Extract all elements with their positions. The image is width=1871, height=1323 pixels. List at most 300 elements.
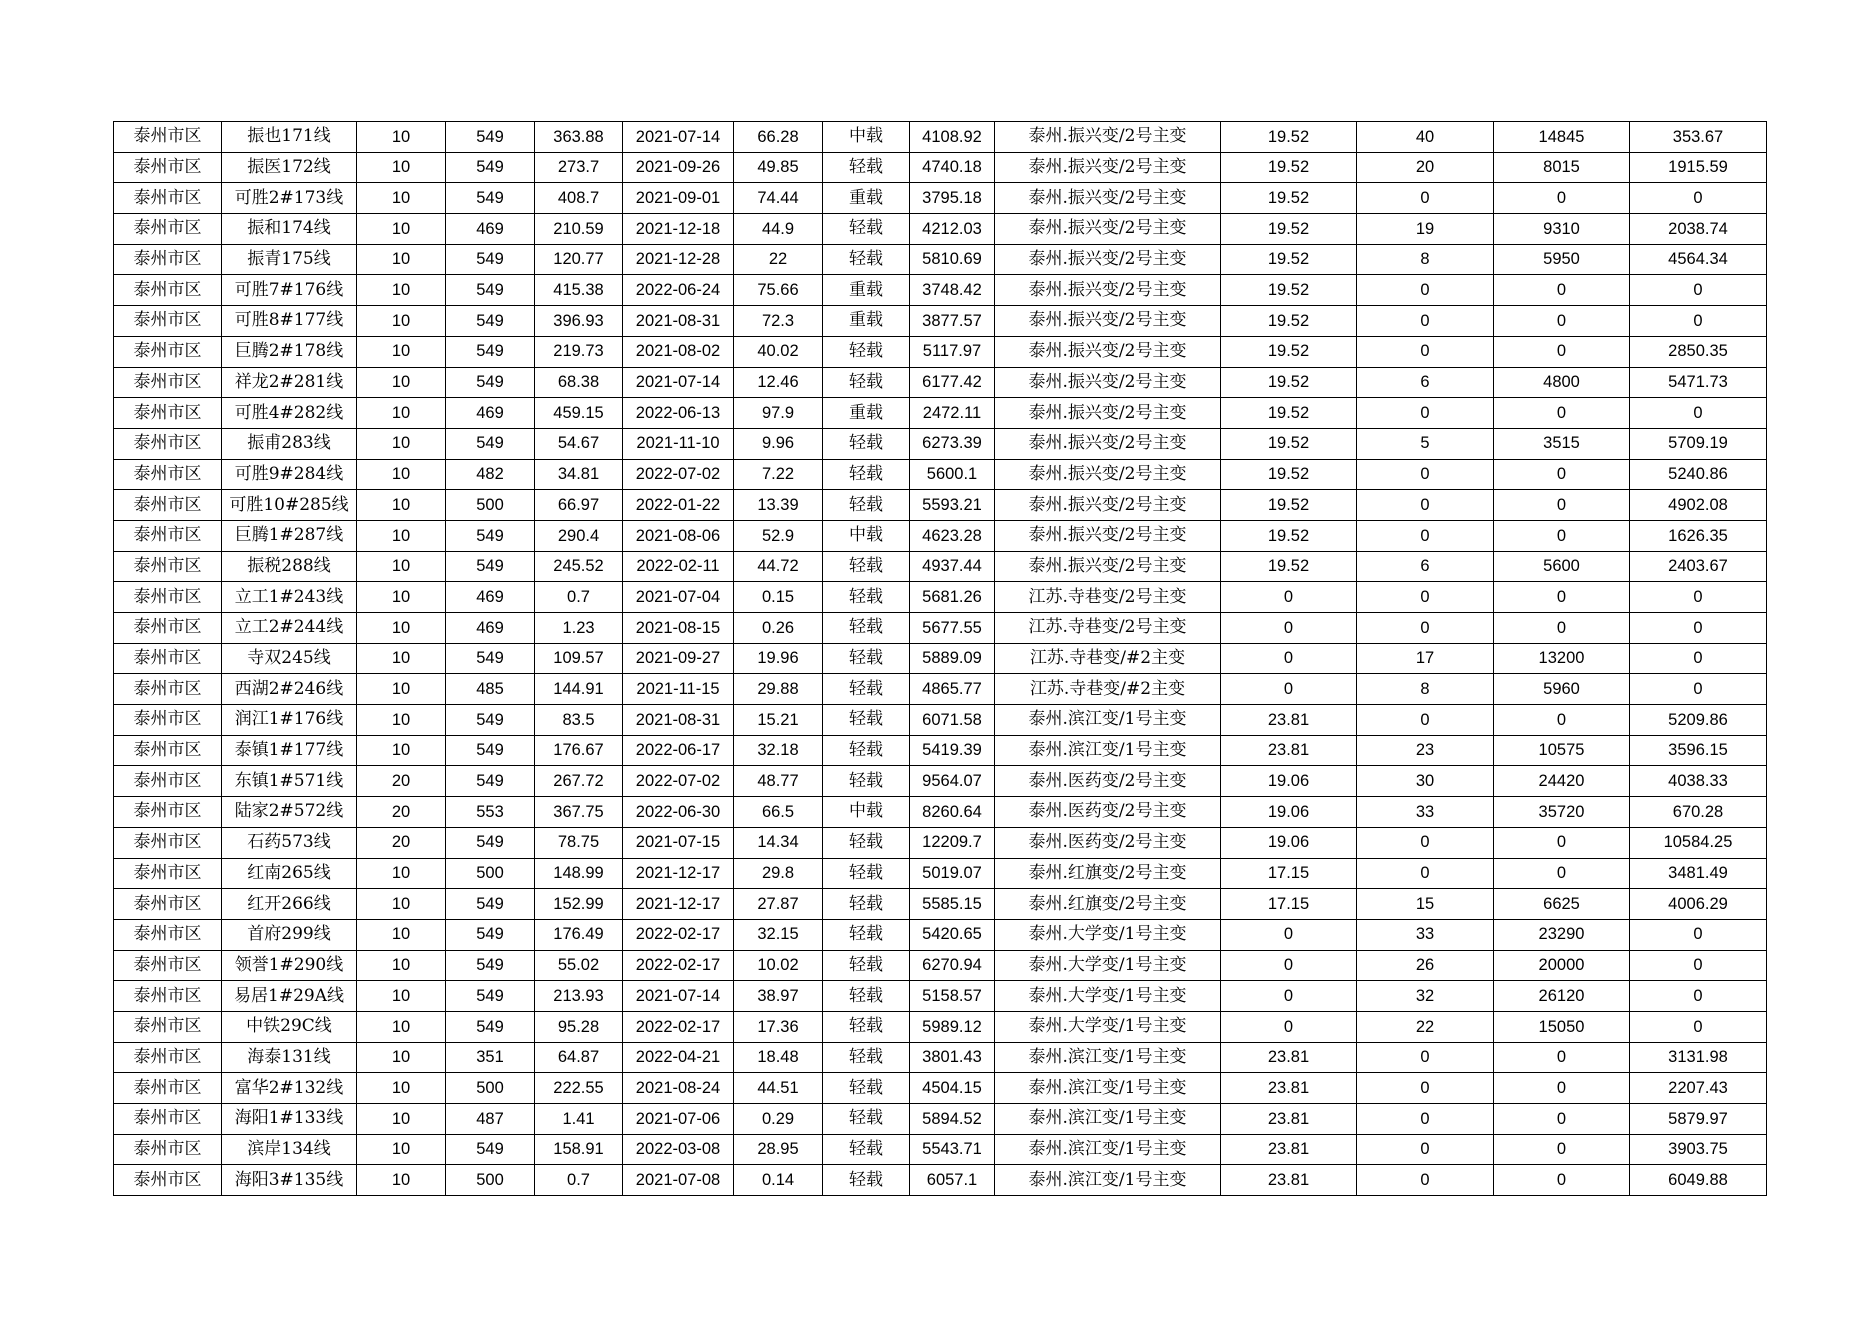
substation-transformer-cell: 泰州.滨江变/1号主变 [995,705,1221,736]
remaining-capacity-cell: 0 [1630,981,1767,1012]
transformer-value-cell: 0 [1221,981,1357,1012]
substation-transformer-cell: 泰州.振兴变/2号主变 [995,183,1221,214]
remaining-capacity-cell: 0 [1630,950,1767,981]
load-rate-cell: 66.28 [734,122,823,153]
available-capacity-cell: 4740.18 [910,152,995,183]
substation-transformer-cell: 泰州.红旗变/2号主变 [995,858,1221,889]
region-cell: 泰州市区 [114,981,222,1012]
remaining-capacity-cell: 0 [1630,306,1767,337]
voltage-cell: 10 [357,1134,446,1165]
region-cell: 泰州市区 [114,122,222,153]
rated-current-cell: 469 [446,398,535,429]
remaining-capacity-cell: 4902.08 [1630,490,1767,521]
available-capacity-cell: 3748.42 [910,275,995,306]
load-rate-cell: 32.15 [734,919,823,950]
remaining-capacity-cell: 5879.97 [1630,1104,1767,1135]
load-status-cell: 轻载 [823,643,910,674]
max-current-cell: 1.41 [535,1104,623,1135]
voltage-cell: 10 [357,582,446,613]
max-current-cell: 144.91 [535,674,623,705]
capacity-cell: 0 [1494,398,1630,429]
date-cell: 2021-07-08 [623,1165,734,1196]
load-status-cell: 轻载 [823,428,910,459]
transformer-value-cell: 19.52 [1221,551,1357,582]
substation-transformer-cell: 泰州.振兴变/2号主变 [995,551,1221,582]
load-status-cell: 中载 [823,520,910,551]
count-cell: 8 [1357,244,1494,275]
region-cell: 泰州市区 [114,797,222,828]
substation-transformer-cell: 泰州.滨江变/1号主变 [995,1104,1221,1135]
load-status-cell: 轻载 [823,582,910,613]
load-status-cell: 轻载 [823,1134,910,1165]
rated-current-cell: 549 [446,643,535,674]
region-cell: 泰州市区 [114,1073,222,1104]
remaining-capacity-cell: 353.67 [1630,122,1767,153]
region-cell: 泰州市区 [114,582,222,613]
transformer-value-cell: 19.52 [1221,122,1357,153]
rated-current-cell: 549 [446,367,535,398]
available-capacity-cell: 5419.39 [910,735,995,766]
line-name-cell: 可胜10#285线 [222,490,357,521]
remaining-capacity-cell: 0 [1630,1011,1767,1042]
date-cell: 2021-09-01 [623,183,734,214]
voltage-cell: 20 [357,827,446,858]
load-status-cell: 轻载 [823,950,910,981]
remaining-capacity-cell: 2403.67 [1630,551,1767,582]
table-row [114,214,1767,245]
transformer-value-cell: 0 [1221,919,1357,950]
rated-current-cell: 549 [446,183,535,214]
voltage-cell: 10 [357,643,446,674]
available-capacity-cell: 4937.44 [910,551,995,582]
load-status-cell: 轻载 [823,766,910,797]
voltage-cell: 10 [357,858,446,889]
available-capacity-cell: 4623.28 [910,520,995,551]
date-cell: 2021-12-28 [623,244,734,275]
load-rate-cell: 13.39 [734,490,823,521]
line-name-cell: 陆家2#572线 [222,797,357,828]
count-cell: 17 [1357,643,1494,674]
load-status-cell: 轻载 [823,367,910,398]
line-name-cell: 可胜7#176线 [222,275,357,306]
load-status-cell: 轻载 [823,889,910,920]
transformer-value-cell: 0 [1221,950,1357,981]
voltage-cell: 10 [357,336,446,367]
transformer-value-cell: 23.81 [1221,1165,1357,1196]
rated-current-cell: 549 [446,428,535,459]
count-cell: 0 [1357,1073,1494,1104]
transformer-value-cell: 19.52 [1221,336,1357,367]
capacity-cell: 9310 [1494,214,1630,245]
date-cell: 2021-07-14 [623,367,734,398]
table-row [114,551,1767,582]
transformer-value-cell: 0 [1221,1011,1357,1042]
capacity-cell: 6625 [1494,889,1630,920]
line-name-cell: 振青175线 [222,244,357,275]
substation-transformer-cell: 泰州.振兴变/2号主变 [995,367,1221,398]
load-rate-cell: 38.97 [734,981,823,1012]
max-current-cell: 0.7 [535,582,623,613]
load-status-cell: 轻载 [823,551,910,582]
region-cell: 泰州市区 [114,950,222,981]
line-name-cell: 振甫283线 [222,428,357,459]
table-row [114,490,1767,521]
count-cell: 40 [1357,122,1494,153]
region-cell: 泰州市区 [114,1165,222,1196]
table-row [114,244,1767,275]
line-name-cell: 中铁29C线 [222,1011,357,1042]
capacity-cell: 0 [1494,306,1630,337]
available-capacity-cell: 6071.58 [910,705,995,736]
load-rate-cell: 49.85 [734,152,823,183]
load-rate-cell: 97.9 [734,398,823,429]
line-name-cell: 可胜9#284线 [222,459,357,490]
count-cell: 0 [1357,520,1494,551]
available-capacity-cell: 5889.09 [910,643,995,674]
region-cell: 泰州市区 [114,244,222,275]
remaining-capacity-cell: 1915.59 [1630,152,1767,183]
load-status-cell: 重载 [823,183,910,214]
table-row [114,306,1767,337]
max-current-cell: 396.93 [535,306,623,337]
load-status-cell: 轻载 [823,981,910,1012]
substation-transformer-cell: 泰州.振兴变/2号主变 [995,214,1221,245]
table-row [114,919,1767,950]
transformer-value-cell: 17.15 [1221,858,1357,889]
max-current-cell: 120.77 [535,244,623,275]
load-rate-cell: 0.26 [734,613,823,644]
table-row [114,275,1767,306]
capacity-cell: 13200 [1494,643,1630,674]
count-cell: 23 [1357,735,1494,766]
line-name-cell: 振医172线 [222,152,357,183]
count-cell: 6 [1357,367,1494,398]
load-rate-cell: 44.9 [734,214,823,245]
voltage-cell: 10 [357,367,446,398]
voltage-cell: 10 [357,919,446,950]
voltage-cell: 10 [357,306,446,337]
max-current-cell: 54.67 [535,428,623,459]
region-cell: 泰州市区 [114,152,222,183]
available-capacity-cell: 4108.92 [910,122,995,153]
available-capacity-cell: 6270.94 [910,950,995,981]
transformer-value-cell: 23.81 [1221,1134,1357,1165]
available-capacity-cell: 4504.15 [910,1073,995,1104]
table-row [114,1104,1767,1135]
remaining-capacity-cell: 5471.73 [1630,367,1767,398]
load-rate-cell: 15.21 [734,705,823,736]
line-name-cell: 红开266线 [222,889,357,920]
date-cell: 2021-07-06 [623,1104,734,1135]
remaining-capacity-cell: 5209.86 [1630,705,1767,736]
capacity-cell: 0 [1494,275,1630,306]
substation-transformer-cell: 泰州.振兴变/2号主变 [995,490,1221,521]
table-row [114,981,1767,1012]
remaining-capacity-cell: 3481.49 [1630,858,1767,889]
remaining-capacity-cell: 0 [1630,582,1767,613]
load-status-cell: 轻载 [823,1042,910,1073]
transformer-value-cell: 0 [1221,643,1357,674]
transformer-value-cell: 0 [1221,582,1357,613]
available-capacity-cell: 4865.77 [910,674,995,705]
line-name-cell: 立工2#244线 [222,613,357,644]
remaining-capacity-cell: 670.28 [1630,797,1767,828]
rated-current-cell: 549 [446,1011,535,1042]
capacity-cell: 0 [1494,1073,1630,1104]
region-cell: 泰州市区 [114,1104,222,1135]
table-row [114,705,1767,736]
substation-transformer-cell: 泰州.红旗变/2号主变 [995,889,1221,920]
rated-current-cell: 549 [446,551,535,582]
count-cell: 6 [1357,551,1494,582]
max-current-cell: 363.88 [535,122,623,153]
available-capacity-cell: 5600.1 [910,459,995,490]
transformer-value-cell: 19.06 [1221,827,1357,858]
voltage-cell: 10 [357,889,446,920]
remaining-capacity-cell: 3131.98 [1630,1042,1767,1073]
count-cell: 0 [1357,1042,1494,1073]
remaining-capacity-cell: 0 [1630,674,1767,705]
table-row [114,1073,1767,1104]
line-name-cell: 寺双245线 [222,643,357,674]
remaining-capacity-cell: 4038.33 [1630,766,1767,797]
load-rate-cell: 72.3 [734,306,823,337]
date-cell: 2022-06-30 [623,797,734,828]
voltage-cell: 10 [357,244,446,275]
date-cell: 2022-07-02 [623,766,734,797]
count-cell: 0 [1357,398,1494,429]
date-cell: 2021-07-04 [623,582,734,613]
capacity-cell: 20000 [1494,950,1630,981]
capacity-cell: 10575 [1494,735,1630,766]
rated-current-cell: 549 [446,981,535,1012]
count-cell: 22 [1357,1011,1494,1042]
available-capacity-cell: 5420.65 [910,919,995,950]
region-cell: 泰州市区 [114,766,222,797]
count-cell: 0 [1357,459,1494,490]
date-cell: 2022-02-17 [623,919,734,950]
remaining-capacity-cell: 4006.29 [1630,889,1767,920]
substation-transformer-cell: 泰州.振兴变/2号主变 [995,152,1221,183]
capacity-cell: 0 [1494,705,1630,736]
load-rate-cell: 12.46 [734,367,823,398]
max-current-cell: 415.38 [535,275,623,306]
line-name-cell: 振税288线 [222,551,357,582]
load-rate-cell: 40.02 [734,336,823,367]
date-cell: 2021-07-14 [623,122,734,153]
transformer-value-cell: 23.81 [1221,735,1357,766]
substation-transformer-cell: 泰州.滨江变/1号主变 [995,1165,1221,1196]
available-capacity-cell: 5543.71 [910,1134,995,1165]
region-cell: 泰州市区 [114,428,222,459]
rated-current-cell: 549 [446,152,535,183]
voltage-cell: 10 [357,551,446,582]
transformer-value-cell: 0 [1221,613,1357,644]
voltage-cell: 10 [357,1042,446,1073]
line-name-cell: 易居1#29A线 [222,981,357,1012]
region-cell: 泰州市区 [114,613,222,644]
load-rate-cell: 14.34 [734,827,823,858]
capacity-cell: 23290 [1494,919,1630,950]
transformer-value-cell: 17.15 [1221,889,1357,920]
date-cell: 2022-07-02 [623,459,734,490]
rated-current-cell: 487 [446,1104,535,1135]
remaining-capacity-cell: 0 [1630,398,1767,429]
rated-current-cell: 351 [446,1042,535,1073]
transformer-value-cell: 19.52 [1221,459,1357,490]
date-cell: 2021-09-26 [623,152,734,183]
available-capacity-cell: 5677.55 [910,613,995,644]
remaining-capacity-cell: 0 [1630,613,1767,644]
transformer-value-cell: 0 [1221,674,1357,705]
voltage-cell: 10 [357,214,446,245]
line-name-cell: 润江1#176线 [222,705,357,736]
remaining-capacity-cell: 0 [1630,275,1767,306]
substation-transformer-cell: 泰州.振兴变/2号主变 [995,306,1221,337]
region-cell: 泰州市区 [114,735,222,766]
substation-transformer-cell: 江苏.寺巷变/#2主变 [995,674,1221,705]
load-status-cell: 轻载 [823,1104,910,1135]
remaining-capacity-cell: 6049.88 [1630,1165,1767,1196]
transformer-value-cell: 19.06 [1221,797,1357,828]
remaining-capacity-cell: 3903.75 [1630,1134,1767,1165]
available-capacity-cell: 2472.11 [910,398,995,429]
available-capacity-cell: 5019.07 [910,858,995,889]
table-row [114,336,1767,367]
transformer-value-cell: 19.52 [1221,520,1357,551]
capacity-cell: 0 [1494,858,1630,889]
line-name-cell: 可胜8#177线 [222,306,357,337]
remaining-capacity-cell: 3596.15 [1630,735,1767,766]
table-row [114,122,1767,153]
voltage-cell: 10 [357,398,446,429]
max-current-cell: 219.73 [535,336,623,367]
count-cell: 8 [1357,674,1494,705]
transformer-value-cell: 19.52 [1221,275,1357,306]
capacity-cell: 0 [1494,459,1630,490]
substation-transformer-cell: 泰州.振兴变/2号主变 [995,122,1221,153]
count-cell: 0 [1357,613,1494,644]
load-rate-cell: 0.29 [734,1104,823,1135]
capacity-cell: 4800 [1494,367,1630,398]
voltage-cell: 20 [357,766,446,797]
count-cell: 0 [1357,336,1494,367]
date-cell: 2021-12-17 [623,858,734,889]
date-cell: 2021-08-02 [623,336,734,367]
remaining-capacity-cell: 0 [1630,643,1767,674]
voltage-cell: 10 [357,1011,446,1042]
line-name-cell: 海阳3#135线 [222,1165,357,1196]
remaining-capacity-cell: 2207.43 [1630,1073,1767,1104]
available-capacity-cell: 5894.52 [910,1104,995,1135]
table-row [114,643,1767,674]
table-row [114,827,1767,858]
rated-current-cell: 500 [446,1165,535,1196]
capacity-cell: 0 [1494,1134,1630,1165]
date-cell: 2022-02-17 [623,950,734,981]
available-capacity-cell: 12209.7 [910,827,995,858]
max-current-cell: 95.28 [535,1011,623,1042]
available-capacity-cell: 5158.57 [910,981,995,1012]
load-rate-cell: 44.51 [734,1073,823,1104]
rated-current-cell: 549 [446,735,535,766]
voltage-cell: 10 [357,459,446,490]
load-status-cell: 轻载 [823,858,910,889]
load-status-cell: 轻载 [823,214,910,245]
date-cell: 2022-06-17 [623,735,734,766]
region-cell: 泰州市区 [114,889,222,920]
date-cell: 2021-12-18 [623,214,734,245]
substation-transformer-cell: 江苏.寺巷变/#2主变 [995,643,1221,674]
region-cell: 泰州市区 [114,1134,222,1165]
rated-current-cell: 549 [446,1134,535,1165]
available-capacity-cell: 5593.21 [910,490,995,521]
remaining-capacity-cell: 10584.25 [1630,827,1767,858]
remaining-capacity-cell: 2850.35 [1630,336,1767,367]
capacity-cell: 0 [1494,582,1630,613]
capacity-cell: 24420 [1494,766,1630,797]
max-current-cell: 64.87 [535,1042,623,1073]
region-cell: 泰州市区 [114,674,222,705]
load-status-cell: 轻载 [823,1011,910,1042]
voltage-cell: 10 [357,183,446,214]
table-row [114,398,1767,429]
load-status-cell: 重载 [823,306,910,337]
line-name-cell: 石药573线 [222,827,357,858]
transformer-value-cell: 19.52 [1221,183,1357,214]
remaining-capacity-cell: 2038.74 [1630,214,1767,245]
voltage-cell: 10 [357,122,446,153]
line-name-cell: 祥龙2#281线 [222,367,357,398]
table-row [114,613,1767,644]
available-capacity-cell: 5989.12 [910,1011,995,1042]
date-cell: 2021-07-15 [623,827,734,858]
load-status-cell: 轻载 [823,613,910,644]
max-current-cell: 148.99 [535,858,623,889]
load-rate-cell: 28.95 [734,1134,823,1165]
remaining-capacity-cell: 5709.19 [1630,428,1767,459]
capacity-cell: 0 [1494,490,1630,521]
substation-transformer-cell: 泰州.振兴变/2号主变 [995,428,1221,459]
table-row [114,428,1767,459]
substation-transformer-cell: 泰州.滨江变/1号主变 [995,735,1221,766]
max-current-cell: 68.38 [535,367,623,398]
max-current-cell: 1.23 [535,613,623,644]
max-current-cell: 222.55 [535,1073,623,1104]
rated-current-cell: 553 [446,797,535,828]
line-name-cell: 首府299线 [222,919,357,950]
rated-current-cell: 549 [446,705,535,736]
voltage-cell: 10 [357,981,446,1012]
count-cell: 33 [1357,797,1494,828]
count-cell: 32 [1357,981,1494,1012]
date-cell: 2022-02-17 [623,1011,734,1042]
line-name-cell: 可胜4#282线 [222,398,357,429]
rated-current-cell: 549 [446,827,535,858]
rated-current-cell: 482 [446,459,535,490]
max-current-cell: 210.59 [535,214,623,245]
region-cell: 泰州市区 [114,275,222,306]
voltage-cell: 10 [357,1073,446,1104]
load-rate-cell: 44.72 [734,551,823,582]
count-cell: 15 [1357,889,1494,920]
load-rate-cell: 18.48 [734,1042,823,1073]
date-cell: 2021-08-31 [623,306,734,337]
capacity-cell: 0 [1494,1042,1630,1073]
available-capacity-cell: 5681.26 [910,582,995,613]
table-row [114,950,1767,981]
load-status-cell: 轻载 [823,459,910,490]
